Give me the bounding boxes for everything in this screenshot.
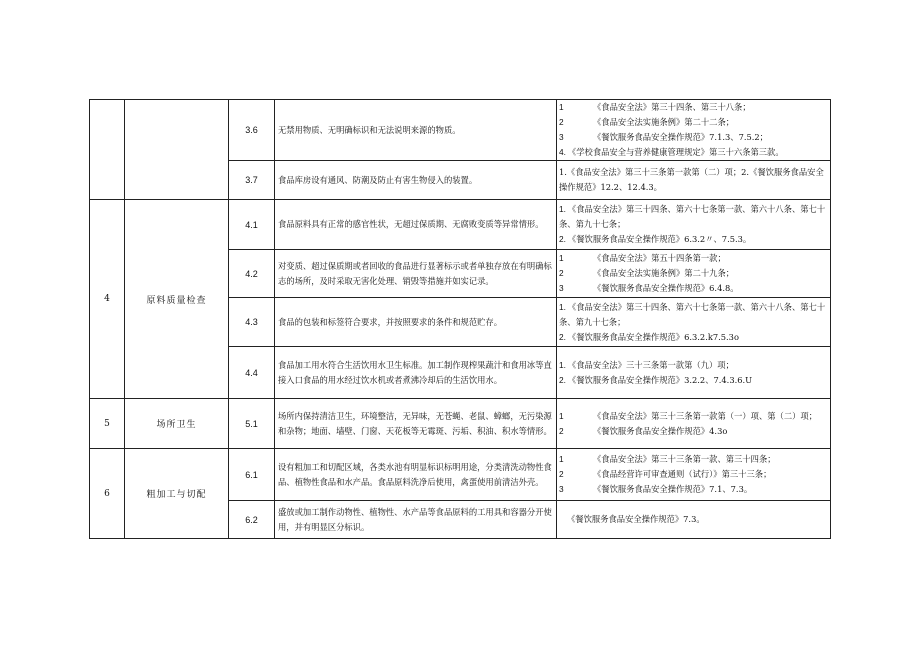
requirement-text: 对变质、超过保质期或者回收的食品进行显著标示或者单独存放在有明确标志的场所，及时采取无害化处理、销毁等措施并如实记录。	[275, 250, 557, 298]
item-code: 5.1	[229, 399, 275, 449]
table-row	[90, 200, 831, 250]
legal-basis	[557, 100, 831, 161]
requirement-text: 设有粗加工和切配区域，各类水池有明显标识标明用途，分类清洗动物性食品、植物性食品和水产品。食品原料洗净后使用，禽蛋使用前清洁外壳。	[275, 449, 557, 501]
requirement-text: 食品加工用水符合生活饮用水卫生标准。加工制作现榨果蔬汁和食用冰等直接入口食品的用水经过饮水机或者煮沸冷却后的生活饮用水。	[275, 347, 557, 399]
legal-basis-line: 3 《餐饮服务食品安全操作规范》7.1、7.3。	[559, 484, 753, 494]
category-name: 场所卫生	[125, 399, 229, 449]
legal-basis-line: 4. 《学校食品安全与营养健康管理规定》第三十六条第三款。	[559, 147, 784, 157]
legal-basis-line: 1 《食品安全法》第三十四条、第三十八条；	[559, 102, 751, 112]
legal-basis-line: 1. 《食品安全法》三十三条第一款第（九）项；	[559, 359, 734, 370]
legal-basis-line: 2 《餐饮服务食品安全操作规范》4.3o	[559, 425, 728, 436]
legal-basis-line: 1 《食品安全法》第三十三条第一款、第三十四条；	[559, 454, 776, 464]
legal-basis-line: 2. 《餐饮服务食品安全操作规范》6.3.2.k7.5.3o	[559, 331, 739, 342]
requirement-text: 盛放或加工制作动物性、植物性、水产品等食品原料的工用具和容器分开使用，并有明显区分标识。	[275, 501, 557, 539]
legal-basis-line: 1 《食品安全法》第三十三条第一款第（一）项、第（二）项；	[559, 410, 818, 421]
item-code: 4.3	[229, 298, 275, 347]
item-code: 6.2	[229, 501, 275, 539]
row-number: 4	[90, 200, 125, 399]
legal-basis-line: 3 《餐饮服务食品安全操作规范》7.1.3、7.5.2；	[559, 132, 768, 142]
legal-basis-line: 2 《食品安全法实施条例》第二十九条；	[559, 268, 735, 278]
legal-basis	[557, 200, 831, 250]
table-row	[90, 399, 831, 449]
legal-basis-line: 2. 《餐饮服务食品安全操作规范》3.2.2、7.4.3.6.U	[559, 374, 753, 385]
row-number: 5	[90, 399, 125, 449]
legal-basis-line: 3 《餐饮服务食品安全操作规范》6.4.8。	[559, 283, 739, 293]
item-code: 6.1	[229, 449, 275, 501]
item-code: 4.1	[229, 200, 275, 250]
legal-basis	[557, 250, 831, 298]
legal-basis-line: 2. 《餐饮服务食品安全操作规范》6.3.2〃、7.5.3。	[559, 234, 752, 244]
inspection-sheet	[89, 99, 831, 539]
legal-basis: 《餐饮服务食品安全操作规范》7.3。	[557, 501, 831, 539]
legal-basis-line: 1 《食品安全法》第五十四条第一款；	[559, 253, 726, 263]
row-number: 6	[90, 449, 125, 539]
legal-basis	[557, 347, 831, 399]
legal-basis-line: 1. 《食品安全法》第三十四条、第六十七条第一款、第六十八条、第七十条、第九十七条；	[559, 301, 826, 327]
requirement-text: 无禁用物质、无明确标识和无法说明来源的物质。	[275, 100, 557, 161]
legal-basis: 1.《食品安全法》第三十三条第一款第（二）项；2.《餐饮服务食品安全操作规范》12.2、12.4.3。	[557, 161, 831, 200]
inspection-table	[89, 99, 831, 539]
item-code: 3.7	[229, 161, 275, 200]
row-number-cell	[90, 100, 125, 200]
category-name: 粗加工与切配	[125, 449, 229, 539]
table-row	[90, 449, 831, 501]
legal-basis	[557, 298, 831, 347]
requirement-text: 场所内保持清洁卫生，环境整洁，无异味，无苍蝇、老鼠、蟑螂，无污染源和杂物；地面、墙壁、门窗、天花板等无霉斑、污垢、积油、积水等情形。	[275, 399, 557, 449]
legal-basis-line: 2 《食品经营许可审查通则（试行）》第三十三条；	[559, 469, 772, 479]
item-code: 4.2	[229, 250, 275, 298]
category-cell	[125, 100, 229, 200]
legal-basis-line: 2 《食品安全法实施条例》第二十二条；	[559, 117, 735, 127]
requirement-text: 食品的包装和标签符合要求，并按照要求的条件和规范贮存。	[275, 298, 557, 347]
table-row	[90, 100, 831, 161]
category-name: 原料质量检查	[125, 200, 229, 399]
legal-basis	[557, 449, 831, 501]
item-code: 4.4	[229, 347, 275, 399]
legal-basis-line: 1. 《食品安全法》第三十四条、第六十七条第一款、第六十八条、第七十条、第九十七条；	[559, 204, 826, 229]
requirement-text: 食品库房设有通风、防潮及防止有害生物侵入的装置。	[275, 161, 557, 200]
legal-basis	[557, 399, 831, 449]
item-code: 3.6	[229, 100, 275, 161]
requirement-text: 食品原料具有正常的感官性状，无超过保质期、无腐败变质等异常情形。	[275, 200, 557, 250]
